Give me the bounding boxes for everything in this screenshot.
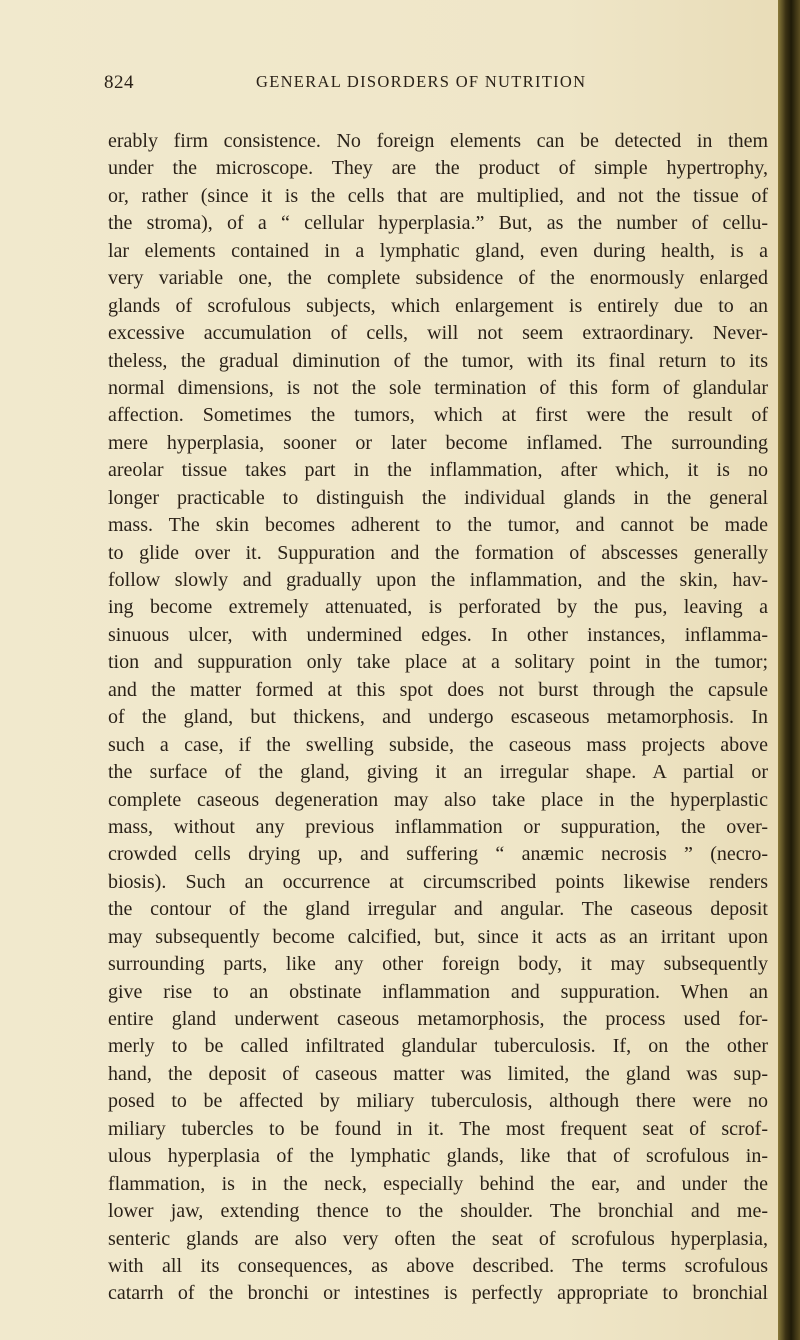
- text-line: excessive accumulation of cells, will not seem extraordinary. Never-: [108, 322, 768, 345]
- text-line: normal dimensions, is not the sole termination of this form of glandular: [108, 376, 768, 399]
- text-line: sinuous ulcer, with undermined edges. In other instances, inflamma-: [108, 623, 768, 646]
- text-line: crowded cells drying up, and suffering “ anæmic necrosis ” (necro-: [108, 843, 768, 866]
- page-header: [104, 72, 784, 106]
- text-line: and the matter formed at this spot does not burst through the capsule: [108, 678, 768, 701]
- text-line: longer practicable to distinguish the individual glands in the general: [108, 486, 768, 509]
- text-line: follow slowly and gradually upon the inflammation, and the skin, hav-: [108, 569, 768, 591]
- book-binding-edge: [778, 0, 800, 1340]
- text-line: catarrh of the bronchi or intestines is perfectly appropriate to bronchial: [108, 1282, 768, 1305]
- text-line: may subsequently become calcified, but, since it acts as an irritant upon: [108, 925, 768, 948]
- page-number: 824: [104, 72, 134, 93]
- text-line: very variable one, the complete subsidence of the enormously enlarged: [108, 267, 768, 290]
- text-line: or, rather (since it is the cells that are multiplied, and not the tissue of: [108, 184, 768, 207]
- text-line: tion and suppuration only take place at a solitary point in the tumor;: [108, 651, 768, 674]
- text-line: hand, the deposit of caseous matter was limited, the gland was sup-: [108, 1062, 768, 1085]
- text-line: ing become extremely attenuated, is perforated by the pus, leaving a: [108, 596, 768, 619]
- text-line: under the microscope. They are the product of simple hypertrophy,: [108, 157, 768, 180]
- text-line: with all its consequences, as above described. The terms scrofulous: [108, 1254, 768, 1277]
- text-line: the surface of the gland, giving it an irregular shape. A partial or: [108, 761, 768, 784]
- text-line: lar elements contained in a lymphatic gland, even during health, is a: [108, 239, 768, 262]
- text-line: senteric glands are also very often the seat of scrofulous hyperplasia,: [108, 1227, 768, 1250]
- text-line: the contour of the gland irregular and angular. The caseous deposit: [108, 898, 768, 921]
- text-line: erably firm consistence. No foreign elements can be detected in them: [108, 130, 768, 152]
- text-line: of the gland, but thickens, and undergo escaseous metamorphosis. In: [108, 706, 768, 729]
- text-line: surrounding parts, like any other foreign body, it may subsequently: [108, 953, 768, 976]
- text-line: the stroma), of a “ cellular hyperplasia.” But, as the number of cellu-: [108, 212, 768, 235]
- text-line: posed to be affected by miliary tuberculosis, although there were no: [108, 1090, 768, 1113]
- text-line: mass. The skin becomes adherent to the tumor, and cannot be made: [108, 514, 768, 537]
- text-line: complete caseous degeneration may also take place in the hyperplastic: [108, 788, 768, 811]
- text-line: ulous hyperplasia of the lymphatic glands, like that of scrofulous in-: [108, 1145, 768, 1168]
- text-line: affection. Sometimes the tumors, which at first were the result of: [108, 404, 768, 427]
- text-line: to glide over it. Suppuration and the formation of abscesses generally: [108, 541, 768, 564]
- body-text: [108, 128, 768, 1308]
- text-line: miliary tubercles to be found in it. The most frequent seat of scrof-: [108, 1117, 768, 1140]
- running-head: GENERAL DISORDERS OF NUTRITION: [256, 72, 587, 91]
- text-line: areolar tissue takes part in the inflammation, after which, it is no: [108, 459, 768, 482]
- text-line: glands of scrofulous subjects, which enlargement is entirely due to an: [108, 294, 768, 317]
- text-line: give rise to an obstinate inflammation and suppuration. When an: [108, 980, 768, 1003]
- text-line: mass, without any previous inflammation or suppuration, the over-: [108, 815, 768, 838]
- text-line: lower jaw, extending thence to the shoulder. The bronchial and me-: [108, 1200, 768, 1223]
- text-line: theless, the gradual diminution of the tumor, with its final return to its: [108, 349, 768, 372]
- text-line: flammation, is in the neck, especially behind the ear, and under the: [108, 1172, 768, 1195]
- text-line: such a case, if the swelling subside, the caseous mass projects above: [108, 733, 768, 756]
- text-line: entire gland underwent caseous metamorphosis, the process used for-: [108, 1008, 768, 1030]
- text-line: mere hyperplasia, sooner or later become inflamed. The surrounding: [108, 431, 768, 454]
- text-line: merly to be called infiltrated glandular tuberculosis. If, on the other: [108, 1035, 768, 1058]
- text-line: biosis). Such an occurrence at circumscribed points likewise renders: [108, 870, 768, 893]
